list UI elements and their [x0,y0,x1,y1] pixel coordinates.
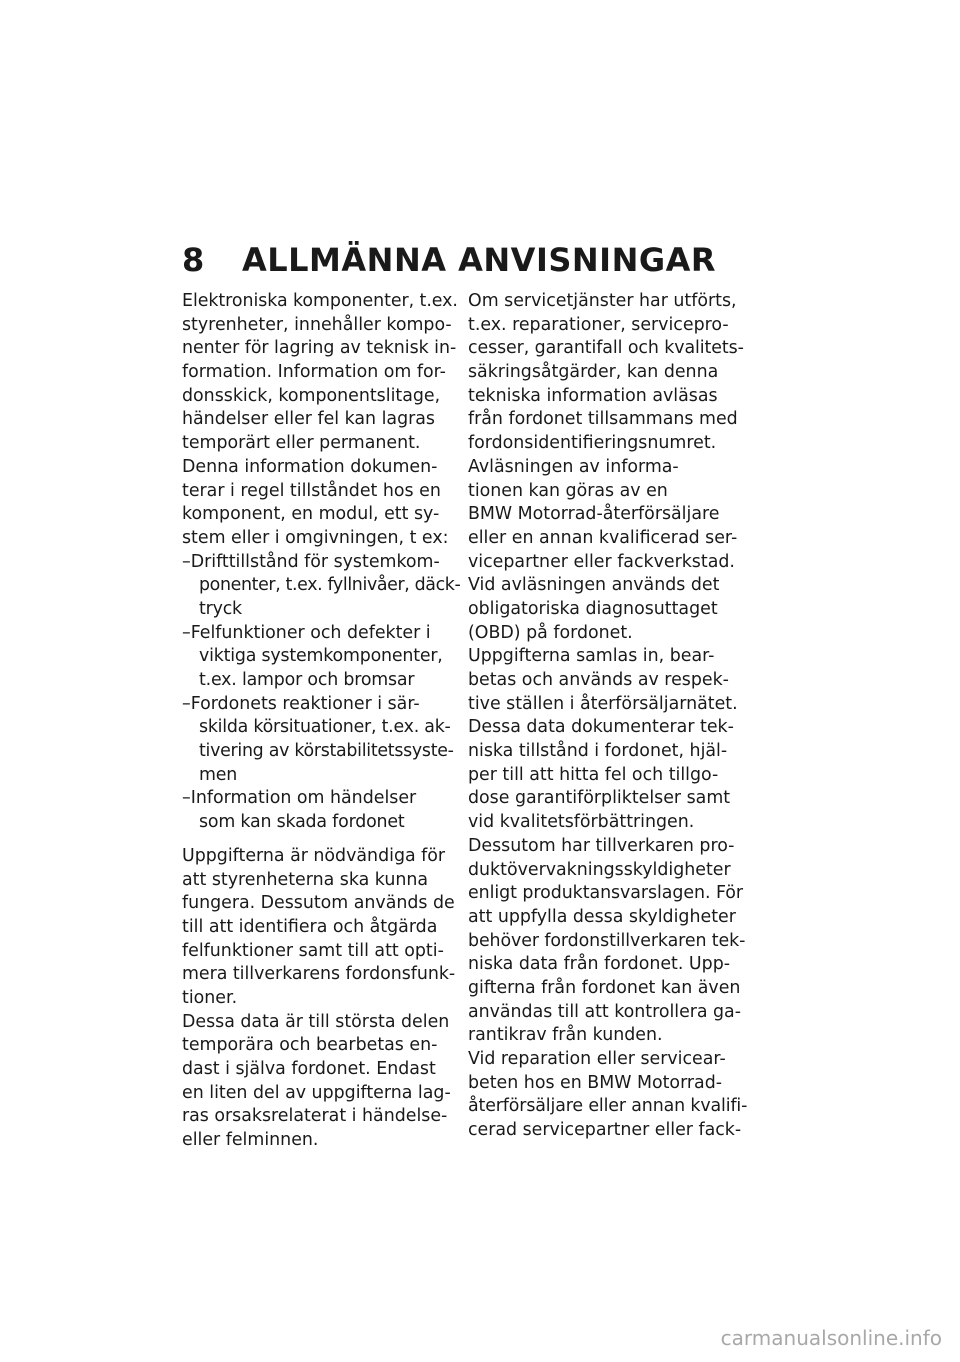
text-line: att styrenheterna ska kunna [182,869,429,890]
text-line: fungera. Dessutom används de [182,893,455,914]
text-line: mera tillverkarens fordonsfunk- [182,964,456,985]
text-line: skilda körsituationer, t.ex. ak- [199,717,451,738]
text-line: dose garantiförpliktelser samt [468,788,731,809]
text-line: per till att hitta fel och tillgo- [468,764,719,785]
text-line: återförsäljare eller annan kvalifi- [468,1096,748,1117]
text-line: formation. Information om for- [182,362,446,383]
text-line: t.ex. lampor och bromsar [199,670,415,690]
text-line: Dessa data är till största delen [182,1011,450,1032]
text-line: vid kvalitetsförbättringen. [468,812,695,833]
text-line: niska data från fordonet. Upp- [468,954,731,975]
text-line: komponent, en modul, ett sy- [182,504,440,525]
text-line: men [199,764,238,785]
text-line: som kan skada fordonet [199,812,405,833]
text-line: cesser, garantifall och kvalitets- [468,338,744,359]
paragraph-gap [182,835,454,845]
text-line: tekniska information avläsas [468,385,718,406]
text-line: eller en annan kvalificerad ser- [468,527,738,548]
text-line: obligatoriska diagnosuttaget [468,598,718,619]
text-line: –Felfunktioner och defekter i [182,622,431,643]
text-line: eller felminnen. [182,1130,319,1151]
text-line: temporära och bearbetas en- [182,1035,438,1056]
text-line: Dessutom har tillverkaren pro- [468,835,735,856]
text-line: gifterna från fordonet kan även [468,977,741,998]
text-line: felfunktioner samt till att opti- [182,940,444,961]
text-line: Vid avläsningen används det [468,575,720,596]
text-line: ras orsaksrelaterat i händelse- [182,1106,448,1127]
text-line: till att identifiera och åtgärda [182,916,438,937]
text-line: enligt produktansvarslagen. För [468,883,743,904]
text-line: Avläsningen av informa- [468,456,679,477]
text-line: beten hos en BMW Motorrad- [468,1072,723,1093]
text-line: betas och används av respek- [468,670,729,690]
text-line: Vid reparation eller servicear- [468,1049,726,1069]
text-line: BMW Motorrad-återförsäljare [468,504,720,525]
text-line: Denna information dokumen- [182,456,438,477]
text-line: viktiga systemkomponenter, [199,646,443,667]
chapter-heading [182,240,716,280]
text-line: användas till att kontrollera ga- [468,1001,741,1022]
text-line: cerad servicepartner eller fack- [468,1120,742,1141]
text-line: rantikrav från kunden. [468,1025,663,1046]
text-line: stem eller i omgivningen, t ex: [182,527,449,548]
text-line: styrenheter, innehåller kompo- [182,314,452,335]
text-line: vicepartner eller fackverkstad. [468,551,735,572]
text-line: Uppgifterna samlas in, bear- [468,646,715,667]
chapter-title: ALLMÄNNA ANVISNINGAR [242,241,717,279]
text-line: nenter för lagring av teknisk in- [182,338,457,359]
text-line: Elektroniska komponenter, t.ex. [182,291,458,311]
text-line: –Drifttillstånd för systemkom- [182,551,440,572]
text-line: tioner. [182,987,238,1008]
text-line: behöver fordonstillverkaren tek- [468,930,746,951]
text-line: fordonsidentifieringsnumret. [468,433,717,454]
text-line: en liten del av uppgifterna lag- [182,1082,451,1103]
text-line: –Fordonets reaktioner i sär- [182,693,420,714]
text-line: t.ex. reparationer, servicepro- [468,314,729,335]
text-line: att uppfylla dessa skyldigheter [468,906,736,927]
text-line: tive ställen i återförsäljarnätet. [468,693,738,714]
text-line: (OBD) på fordonet. [468,622,633,643]
text-line: tivering av körstabilitetssyste- [199,741,454,762]
watermark-text: carmanualsonline.info [720,1326,942,1350]
text-line: tionen kan göras av en [468,480,668,501]
right-text-column [468,290,748,1143]
text-line: Dessa data dokumenterar tek- [468,717,734,738]
text-line: niska tillstånd i fordonet, hjäl- [468,741,728,762]
text-line: ponenter, t.ex. fyllnivåer, däck- [199,575,461,596]
text-line: dast i själva fordonet. Endast [182,1059,436,1079]
text-line: händelser eller fel kan lagras [182,409,435,430]
left-text-column [182,290,461,1153]
text-line: tryck [199,598,242,619]
text-line: terar i regel tillståndet hos en [182,480,441,501]
text-line: duktövervakningsskyldigheter [468,859,731,880]
text-line: säkringsåtgärder, kan denna [468,362,719,383]
text-line: temporärt eller permanent. [182,433,421,454]
text-line: Uppgifterna är nödvändiga för [182,845,446,866]
text-line: Om servicetjänster har utförts, [468,291,737,311]
text-line: donsskick, komponentslitage, [182,385,441,406]
text-line: –Information om händelser [182,788,417,809]
text-line: från fordonet tillsammans med [468,409,738,430]
chapter-number: 8 [182,241,205,279]
